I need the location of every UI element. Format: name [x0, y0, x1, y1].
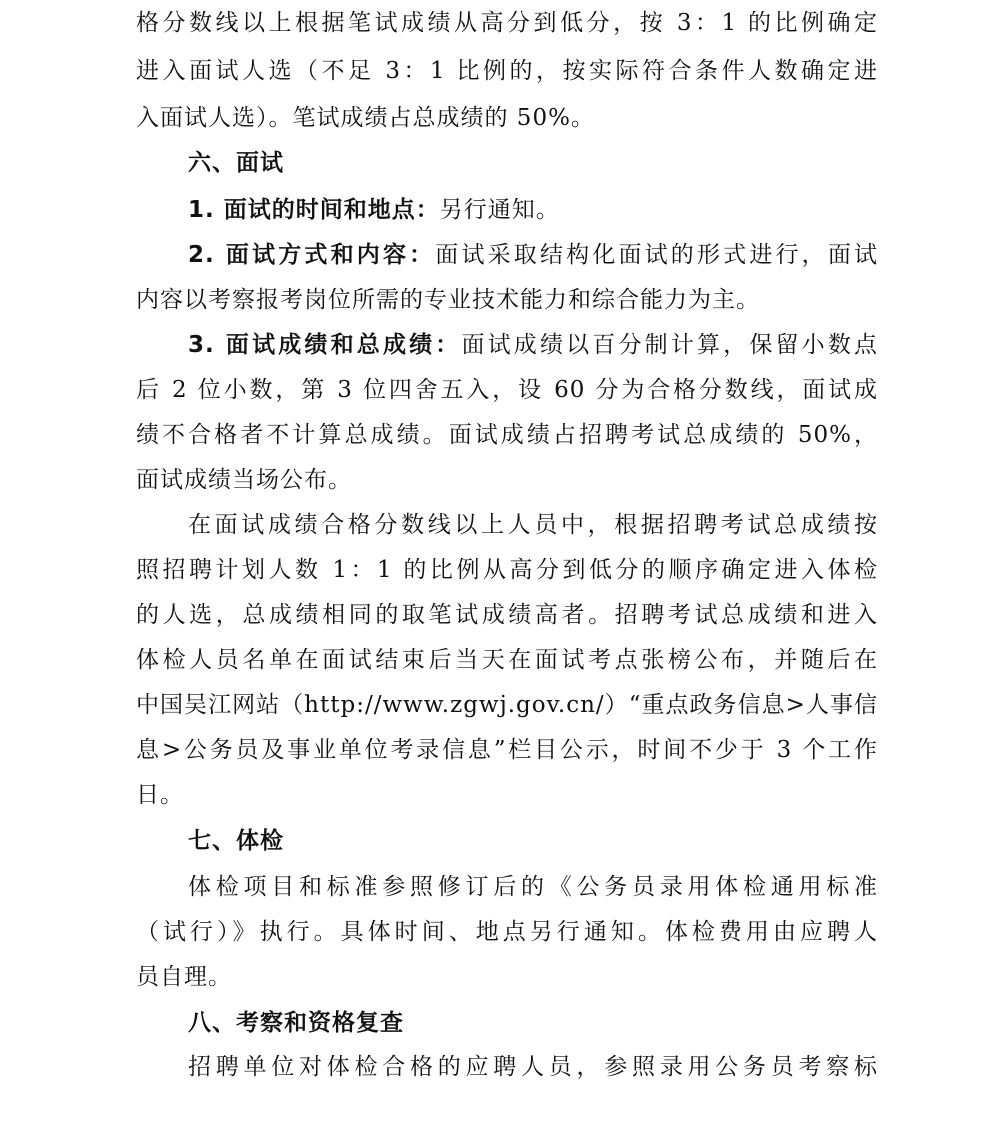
item-text: 另行通知。	[439, 197, 560, 223]
paragraph-line: 体检项目和标准参照修订后的《公务员录用体检通用标准	[188, 874, 878, 900]
item-title: 1. 面试的时间和地点：	[188, 197, 440, 223]
paragraph-line: 体检人员名单在面试结束后当天在面试考点张榜公布，并随后在	[136, 647, 878, 673]
paragraph-line: 面试成绩当场公布。	[136, 467, 352, 493]
interview-item-2	[188, 240, 878, 270]
paragraph-line: 入面试人选）。笔试成绩占总成绩的 50%。	[136, 105, 595, 131]
paragraph-line: 内容以考察报考岗位所需的专业技术能力和综合能力为主。	[136, 287, 760, 313]
paragraph-line: 在面试成绩合格分数线以上人员中，根据招聘考试总成绩按	[188, 512, 878, 538]
interview-item-3	[188, 330, 878, 360]
paragraph-line: 的人选，总成绩相同的取笔试成绩高者。招聘考试总成绩和进入	[136, 602, 878, 628]
paragraph-line: 中国吴江网站（http://www.zgwj.gov.cn/）“重点政务信息>人事信	[136, 692, 878, 718]
item-title: 2. 面试方式和内容：	[188, 242, 436, 268]
item-title: 3. 面试成绩和总成绩：	[188, 332, 462, 358]
section-heading-medical: 七、体检	[188, 828, 284, 854]
section-heading-review: 八、考察和资格复查	[188, 1010, 404, 1036]
paragraph-line: 绩不合格者不计算总成绩。面试成绩占招聘考试总成绩的 50%，	[136, 422, 878, 448]
section-heading-interview: 六、面试	[188, 150, 284, 176]
paragraph-line: 日。	[136, 782, 184, 808]
paragraph-line: 格分数线以上根据笔试成绩从高分到低分，按 3：1 的比例确定	[136, 10, 878, 36]
paragraph-line: 息>公务员及事业单位考录信息”栏目公示，时间不少于 3 个工作	[136, 737, 878, 763]
paragraph-line: 照招聘计划人数 1：1 的比例从高分到低分的顺序确定进入体检	[136, 557, 878, 583]
paragraph-line: 员自理。	[136, 964, 232, 990]
item-text: 面试采取结构化面试的形式进行，面试	[435, 242, 879, 268]
paragraph-line: 招聘单位对体检合格的应聘人员，参照录用公务员考察标	[188, 1054, 878, 1080]
item-text: 面试成绩以百分制计算，保留小数点	[461, 332, 879, 358]
paragraph-line: （试行）》执行。具体时间、地点另行通知。体检费用由应聘人	[136, 919, 878, 945]
paragraph-line: 进入面试人选（不足 3：1 比例的，按实际符合条件人数确定进	[136, 58, 878, 84]
interview-item-1	[188, 195, 560, 225]
paragraph-line: 后 2 位小数，第 3 位四舍五入，设 60 分为合格分数线，面试成	[136, 377, 878, 403]
